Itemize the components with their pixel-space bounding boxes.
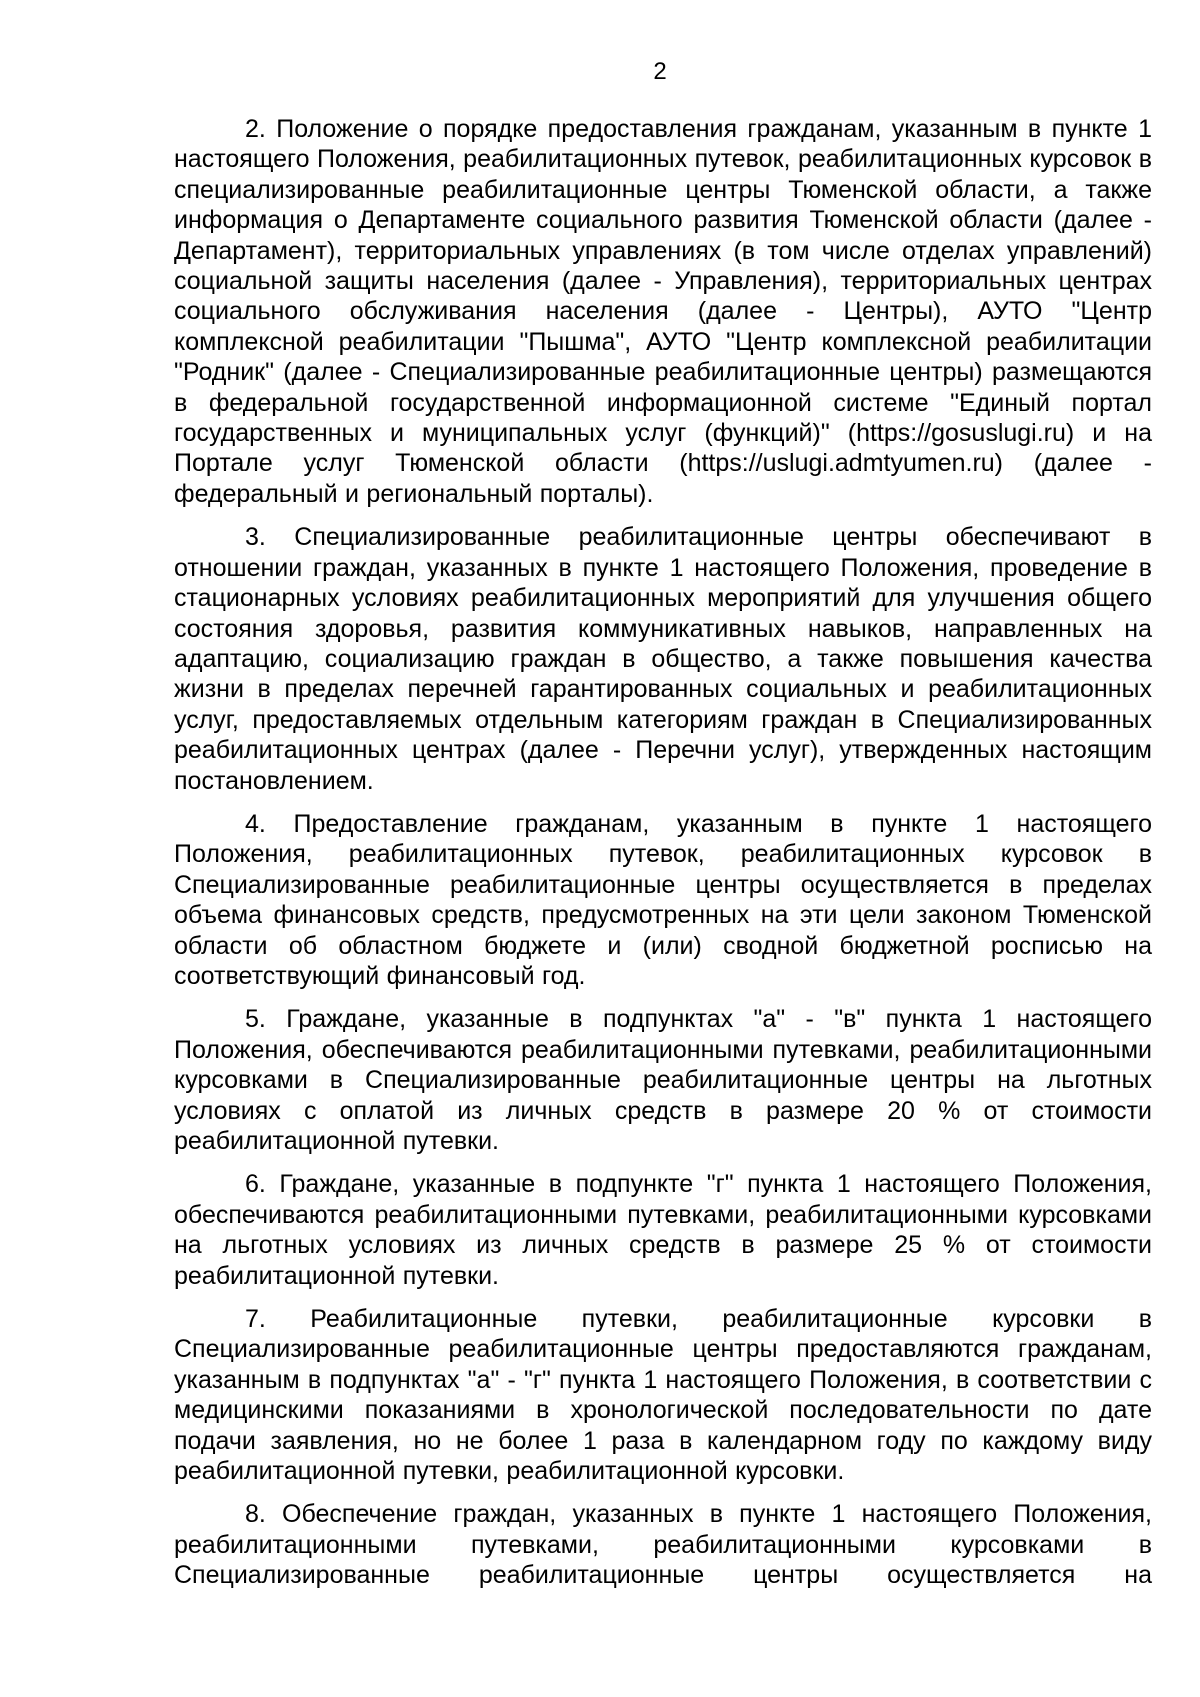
paragraph-4: 4. Предоставление гражданам, указанным в пункте 1 настоящего Положения, реабилитационных путевок, реабилитационных курсовок в Специализированные реабилитационные центры осуществляется в пределах объема финансовых средств, предусмотренных на эти цели законом Тюменской области об областном бюджете и (или) сводной бюджетной росписью на соответствующий финансовый год. bbox=[174, 809, 1152, 990]
paragraph-6: 6. Граждане, указанные в подпункте "г" пункта 1 настоящего Положения, обеспечиваются реабилитационными путевками, реабилитационными курсовками на льготных условиях из личных средств в размере 25 % от стоимости реабилитационной путевки. bbox=[174, 1170, 1152, 1290]
paragraph-5: 5. Граждане, указанные в подпунктах "а" - "в" пункта 1 настоящего Положения, обеспечиваются реабилитационными путевками, реабилитационными курсовками в Специализированные реабилитационные центры на льготных условиях с оплатой из личных средств в размере 20 % от стоимости реабилитационной путевки. bbox=[174, 1005, 1152, 1155]
document-body bbox=[174, 114, 1152, 1604]
paragraph-8: 8. Обеспечение граждан, указанных в пункте 1 настоящего Положения, реабилитационными путевками, реабилитационными курсовками в Специализированные реабилитационные центры осуществляется на bbox=[174, 1500, 1152, 1590]
paragraph-3: 3. Специализированные реабилитационные центры обеспечивают в отношении граждан, указанных в пункте 1 настоящего Положения, проведение в стационарных условиях реабилитационных мероприятий для улучшения общего состояния здоровья, развития коммуникативных навыков, направленных на адаптацию, социализацию граждан в общество, а также повышения качества жизни в пределах перечней гарантированных социальных и реабилитационных услуг, предоставляемых отдельным категориям граждан в Специализированных реабилитационных центрах (далее - Перечни услуг), утвержденных настоящим постановлением. bbox=[174, 523, 1152, 795]
paragraph-7: 7. Реабилитационные путевки, реабилитационные курсовки в Специализированные реабилитационные центры предоставляются гражданам, указанным в подпунктах "а" - "г" пункта 1 настоящего Положения, в соответствии с медицинскими показаниями в хронологической последовательности по дате подачи заявления, но не более 1 раза в календарном году по каждому виду реабилитационной путевки, реабилитационной курсовки. bbox=[174, 1305, 1152, 1486]
page-number: 2 bbox=[653, 58, 667, 85]
paragraph-2: 2. Положение о порядке предоставления гражданам, указанным в пункте 1 настоящего Положения, реабилитационных путевок, реабилитационных курсовок в специализированные реабилитационные центры Тюменской области, а также информация о Департаменте социального развития Тюменской области (далее - Департамент), территориальных управлениях (в том числе отделах управлений) социальной защиты населения (далее - Управления), территориальных центрах социального обслуживания населения (далее - Центры), АУТО "Центр комплексной реабилитации "Пышма", АУТО "Центр комплексной реабилитации "Родник" (далее - Специализированные реабилитационные центры) размещаются в федеральной государственной информационной системе "Единый портал государственных и муниципальных услуг (функций)" (https://gosuslugi.ru) и на Портале услуг Тюменской области (https://uslugi.admtyumen.ru) (далее - федеральный и региональный порталы). bbox=[174, 115, 1152, 508]
